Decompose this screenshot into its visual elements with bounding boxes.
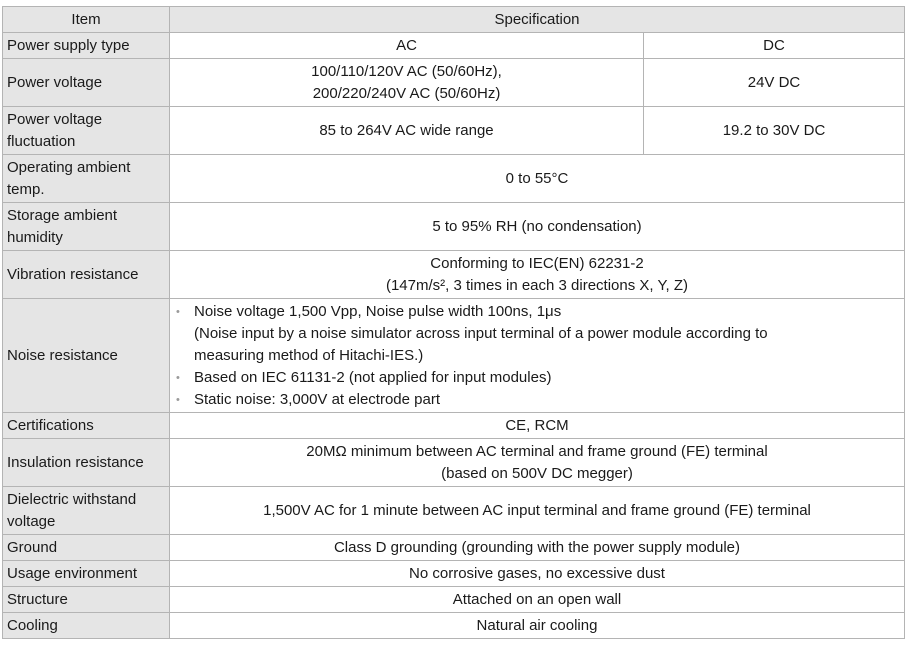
row-label: Cooling (3, 613, 170, 639)
spec-value (170, 439, 905, 487)
spec-value: 5 to 95% RH (no condensation) (170, 203, 905, 251)
bullet-icon: • (176, 371, 180, 384)
header-item: Item (3, 7, 170, 33)
list-item-text: Based on IEC 61131-2 (not applied for input modules) (194, 368, 552, 386)
row-label: Power voltage (3, 59, 170, 107)
row-storage-ambient-humidity (3, 203, 905, 251)
spec-value-line1: 20MΩ minimum between AC terminal and frame ground (FE) terminal (306, 442, 768, 460)
spec-value (170, 251, 905, 299)
row-certifications (3, 413, 905, 439)
ac-value-line1: 100/110/120V AC (50/60Hz), (311, 62, 502, 80)
spec-value-list (170, 299, 905, 413)
row-noise-resistance (3, 299, 905, 413)
row-vibration-resistance (3, 251, 905, 299)
spec-value: 0 to 55°C (170, 155, 905, 203)
row-label: Noise resistance (3, 299, 170, 413)
row-label-line1: Power voltage (7, 110, 103, 128)
row-power-supply-type (3, 33, 905, 59)
list-item (174, 301, 900, 367)
ac-value: AC (170, 33, 644, 59)
spec-value: Natural air cooling (170, 613, 905, 639)
list-item-text: Static noise: 3,000V at electrode part (194, 390, 440, 408)
bullet-icon: • (176, 305, 180, 318)
row-label (3, 487, 170, 535)
spec-value-line2: (147m/s², 3 times in each 3 directions X, Y, Z) (385, 276, 689, 294)
list-item-text: Noise voltage 1,500 Vpp, Noise pulse width 100ns, 1μs (194, 302, 562, 320)
row-insulation-resistance (3, 439, 905, 487)
spec-value: Attached on an open wall (170, 587, 905, 613)
row-usage-environment (3, 561, 905, 587)
row-label: Usage environment (3, 561, 170, 587)
row-label: Ground (3, 535, 170, 561)
row-cooling (3, 613, 905, 639)
row-label (3, 203, 170, 251)
spec-value: No corrosive gases, no excessive dust (170, 561, 905, 587)
row-label (3, 107, 170, 155)
spec-value: CE, RCM (170, 413, 905, 439)
row-power-voltage-fluctuation (3, 107, 905, 155)
header-specification: Specification (170, 7, 905, 33)
row-label: Power supply type (3, 33, 170, 59)
ac-value-line2: 200/220/240V AC (50/60Hz) (312, 84, 501, 102)
list-item-text: measuring method of Hitachi-IES.) (194, 346, 424, 364)
dc-value: DC (644, 33, 905, 59)
spec-value: Class D grounding (grounding with the power supply module) (170, 535, 905, 561)
bullet-icon: • (176, 393, 180, 406)
row-dielectric-withstand-voltage (3, 487, 905, 535)
row-label-line2: humidity (7, 228, 63, 246)
row-label (3, 155, 170, 203)
specification-table (2, 6, 905, 639)
list-item (174, 389, 900, 411)
row-label-line2: temp. (7, 180, 45, 198)
row-label-line1: Storage ambient (7, 206, 118, 224)
row-label-line1: Operating ambient (7, 158, 131, 176)
dc-value: 24V DC (644, 59, 905, 107)
row-ground (3, 535, 905, 561)
ac-value (170, 59, 644, 107)
row-label: Vibration resistance (3, 251, 170, 299)
row-operating-ambient-temp (3, 155, 905, 203)
dc-value: 19.2 to 30V DC (644, 107, 905, 155)
list-item (174, 367, 900, 389)
spec-value-line2: (based on 500V DC megger) (441, 464, 633, 482)
row-power-voltage (3, 59, 905, 107)
row-structure (3, 587, 905, 613)
row-label: Structure (3, 587, 170, 613)
row-label-line1: Dielectric withstand (7, 490, 137, 508)
row-label-line2: fluctuation (7, 132, 76, 150)
spec-value-line1: Conforming to IEC(EN) 62231-2 (430, 254, 644, 272)
row-label: Certifications (3, 413, 170, 439)
spec-value: 1,500V AC for 1 minute between AC input terminal and frame ground (FE) terminal (170, 487, 905, 535)
row-label: Insulation resistance (3, 439, 170, 487)
header-row (3, 7, 905, 33)
ac-value: 85 to 264V AC wide range (170, 107, 644, 155)
row-label-line2: voltage (7, 512, 56, 530)
list-item-text: (Noise input by a noise simulator across input terminal of a power module according to (194, 324, 768, 342)
